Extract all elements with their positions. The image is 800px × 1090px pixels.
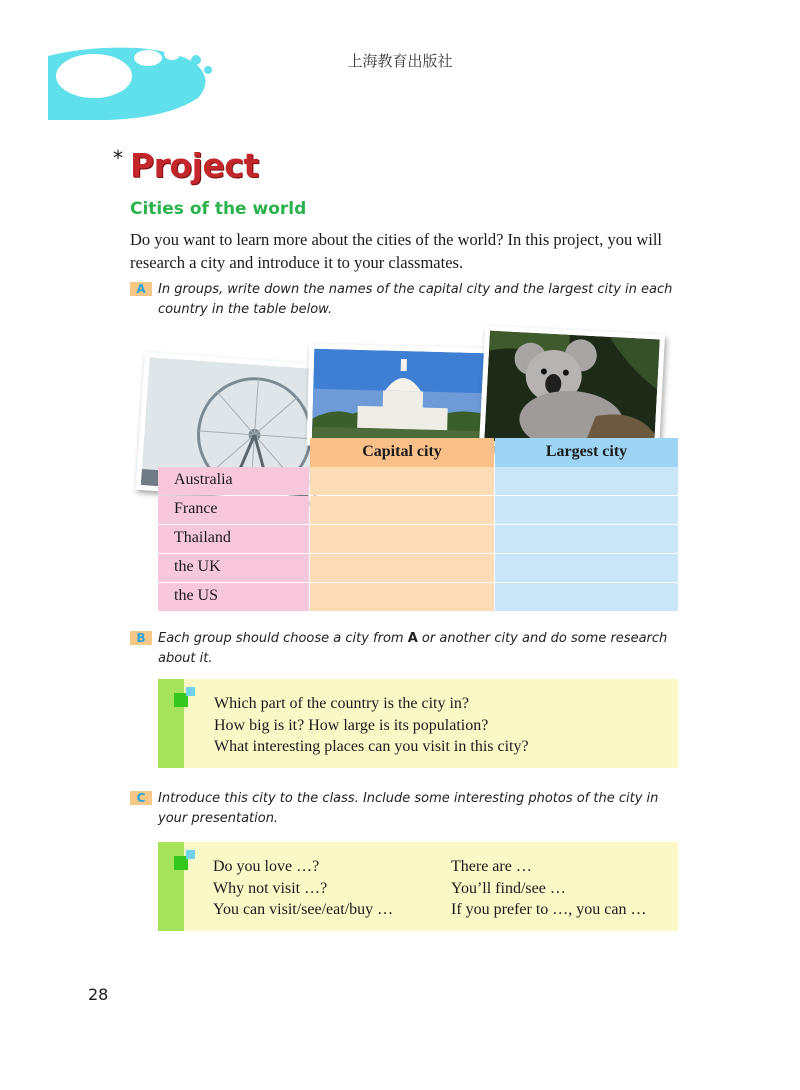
task-c-letter: C [130,791,152,805]
question-line: How big is it? How large is its population? [214,716,489,734]
page-title: Project [130,146,259,185]
capital-cell[interactable] [310,583,494,611]
task-c-text: Introduce this city to the class. Include some interesting photos of the city in your presentation. [158,791,659,826]
country-thailand: Thailand [158,525,309,553]
country-australia: Australia [158,467,309,495]
largest-cell[interactable] [495,554,678,582]
koala-photo [479,325,665,454]
largest-cell[interactable] [495,467,678,495]
publisher-name: 上海教育出版社 [347,52,453,70]
task-b-letter: B [130,631,152,645]
research-questions-box [158,679,678,768]
country-france: France [158,496,309,524]
phrase-line: Do you love …? [213,858,320,875]
task-c [130,789,690,829]
country-uk: the UK [158,554,309,582]
intro-paragraph: Do you want to learn more about the cities of the world? In this project, you will research a city and introduce it to your classmates. [130,230,662,272]
capital-city-header: Capital city [310,438,494,467]
page-number: 28 [88,985,109,1004]
capital-cell[interactable] [310,496,494,524]
useful-phrases-box [158,842,678,931]
capital-cell[interactable] [310,525,494,553]
phrase-line: If you prefer to …, you can … [451,901,647,918]
phrase-line: You can visit/see/eat/buy … [213,901,394,918]
largest-cell[interactable] [495,496,678,524]
largest-cell[interactable] [495,583,678,611]
question-line: Which part of the country is the city in? [214,695,470,712]
section-subtitle: Cities of the world [130,199,307,219]
capital-cell[interactable] [310,467,494,495]
phrase-line: You’ll find/see … [451,879,566,897]
optional-marker: * [113,146,123,170]
cities-table [158,438,678,611]
capital-cell[interactable] [310,554,494,582]
phrase-line: Why not visit …? [213,879,328,897]
phrase-line: There are … [451,858,532,875]
largest-cell[interactable] [495,525,678,553]
task-a [130,280,690,320]
task-b-text: Each group should choose a city from A or another city and do some research about it. [158,631,668,666]
question-line: What interesting places can you visit in this city? [214,738,529,755]
largest-city-header: Largest city [495,438,678,467]
capitol-building-photo [307,344,498,451]
country-us: the US [158,583,309,611]
task-a-text: In groups, write down the names of the capital city and the largest city in each country in the table below. [158,282,673,317]
task-b [130,629,690,669]
task-a-letter: A [130,282,152,296]
